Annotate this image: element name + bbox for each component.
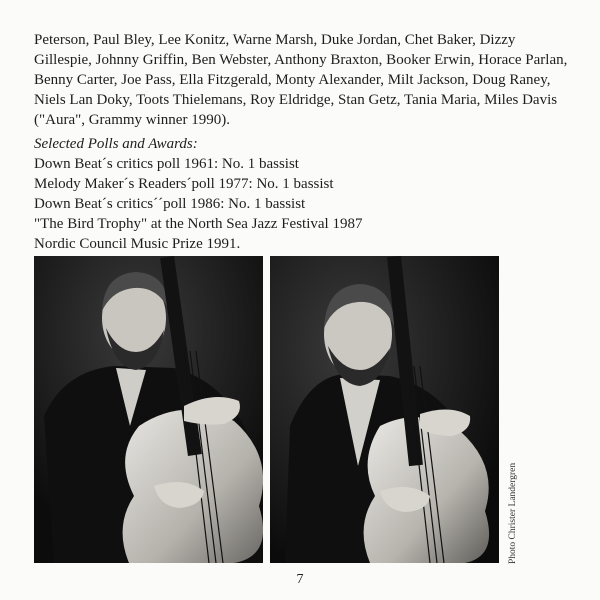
- photo-credit: Photo Christer Landergren: [508, 462, 518, 564]
- musicians-paragraph: Peterson, Paul Bley, Lee Konitz, Warne Marsh, Duke Jordan, Chet Baker, Dizzy Gillespie, Johnny Griffin, Ben Webster, Anthony Braxton, Booker Erwin, Horace Parlan, Benny Carter, Joe Pass, Ella Fitzgerald, Monty Alexander, Milt Jackson, Doug Raney, Niels Lan Doky, Toots Thielemans, Roy Eldridge, Stan Getz, Tania Maria, Miles Davis ("Aura", Grammy winner 1990).: [34, 32, 568, 128]
- awards-subheading: Selected Polls and Awards:: [34, 136, 198, 152]
- award-item: Melody Maker´s Readers´poll 1977: No. 1 bassist: [34, 176, 334, 192]
- body-text: [34, 30, 574, 254]
- award-item: Down Beat´s critics´´poll 1986: No. 1 bassist: [34, 196, 306, 212]
- page-number: 7: [296, 572, 304, 587]
- bassist-photo-right: [270, 256, 499, 563]
- award-item: "The Bird Trophy" at the North Sea Jazz Festival 1987: [34, 216, 363, 232]
- award-item: Nordic Council Music Prize 1991.: [34, 236, 241, 252]
- bassist-photo-left: [34, 256, 263, 563]
- award-item: Down Beat´s critics poll 1961: No. 1 bassist: [34, 156, 299, 172]
- awards-list: [34, 154, 574, 254]
